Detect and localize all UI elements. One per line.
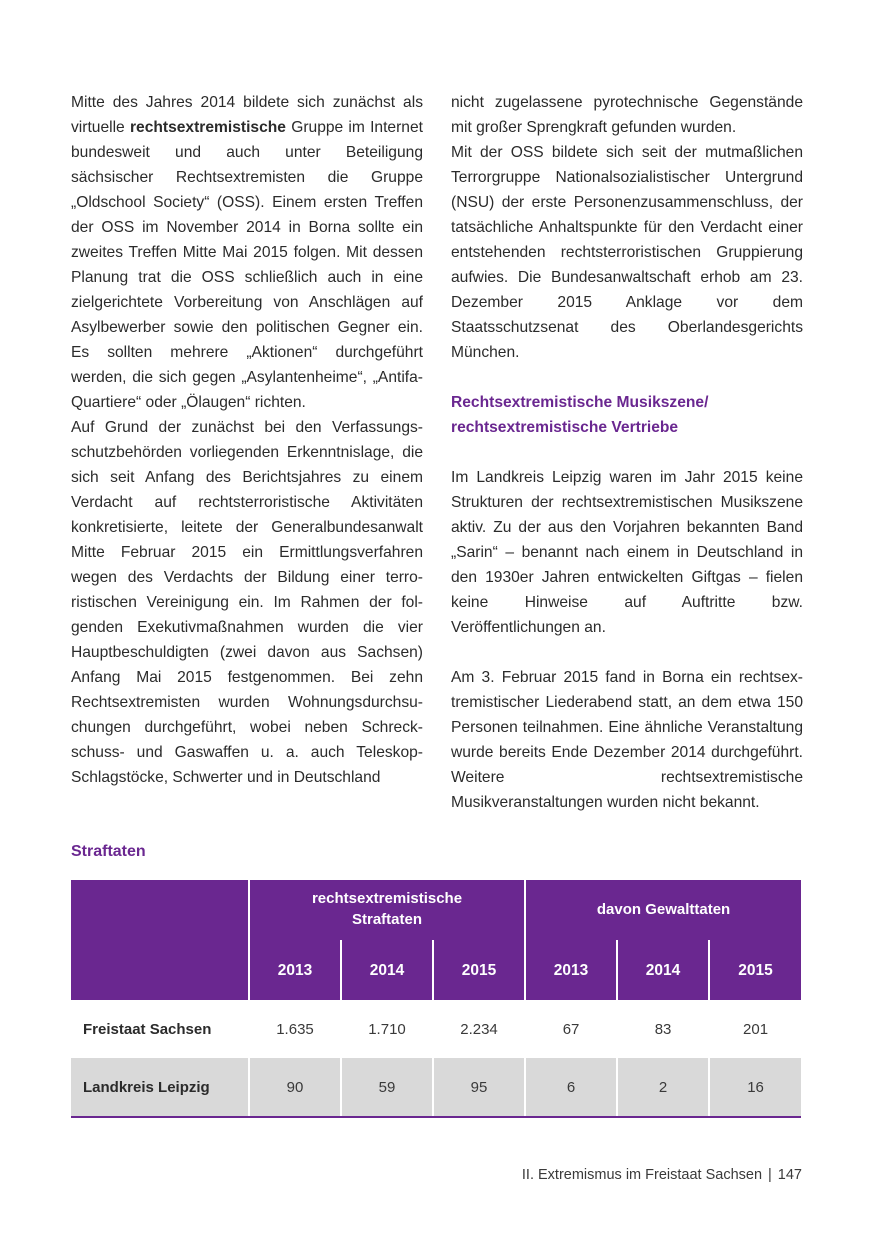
header-rechtsextremistische-straftaten [249,880,525,939]
paragraph-text: Mitte des Jahres 2014 bildete sich zunächst als virtuelle [71,94,423,136]
heading-line: rechtsextremistische Vertriebe [451,419,679,436]
year-header: 2015 [709,939,801,1000]
year-header: 2015 [433,939,525,1000]
heading-line: Rechtsextremistische Musikszene/ [451,394,709,411]
year-header: 2014 [617,939,709,1000]
year-header: 2013 [525,939,617,1000]
table-cell: 59 [341,1058,433,1117]
row-label: Landkreis Leipzig [71,1058,249,1117]
table-row [71,1000,801,1058]
row-label: Freistaat Sachsen [71,1000,249,1058]
bold-term: rechtsextremistische [129,119,286,136]
table-cell: 6 [525,1058,617,1117]
paragraph-investigation: Auf Grund der zunächst bei den Verfassungsschutzbehörden vorliegenden Erkenntnislage, die sich seit Anfang des Berichtsjahres zu einem Verdacht auf rechtsterroristische Aktivitäten konkretisierte, leitete der Generalbundesanwalt Mitte Februar 2015 ein Ermittlungsverfahren wegen des Verdachts der Bildung einer terroristischen Vereinigung ein. Im Rahmen der folgenden Exekutivmaßnahmen wurden die vier Hauptbeschuldigten (zwei davon aus Sachsen) Anfang Mai 2015 festgenommen. Bei zehn Rechtsextremisten wurden Wohnungsdurchsuchungen durchgeführt, wobei neben Schreckschuss- und Gaswaffen u. a. auch Teleskop-Schlagstöcke, Schwerter und in Deutschland [71,419,423,786]
table-cell: 95 [433,1058,525,1117]
header-gewalttaten: davon Gewalttaten [525,880,801,939]
left-column [71,90,423,790]
header-line: rechtsextremistische [311,890,463,907]
year-header: 2013 [249,939,341,1000]
header-line: Straftaten [352,911,423,928]
paragraph-music-scene: Im Landkreis Leipzig waren im Jahr 2015 keine Strukturen der rechtsextremistischen Musikszene aktiv. Zu der aus den Vorjahren bekannten Band „Sarin“ – benannt nach einem in Deutschland in den 1930er Jahren entwickelten Giftgas – fielen keine Hinweise auf Auftritte bzw. Veröffentlichungen an. [451,469,803,636]
year-header: 2014 [341,939,433,1000]
paragraph-oss-intro [71,90,423,415]
table-cell: 67 [525,1000,617,1058]
page-number: 147 [777,1167,802,1183]
table-header-row [71,880,801,939]
table-cell: 16 [709,1058,801,1117]
table-cell: 83 [617,1000,709,1058]
chapter-title: II. Extremismus im Freistaat Sachsen [521,1167,763,1183]
right-column [451,90,803,815]
table-cell: 1.635 [249,1000,341,1058]
paragraph-continuation: nicht zugelassene pyrotechnische Gegenstände mit großer Sprengkraft gefunden wurden. [451,94,803,136]
table-cell: 2 [617,1058,709,1117]
table-cell: 1.710 [341,1000,433,1058]
table-cell: 201 [709,1000,801,1058]
paragraph-oss-nsu: Mit der OSS bildete sich seit der mutmaßlichen Terrorgruppe Nationalsozialistischer Untergrund (NSU) der erste Personenzusammenschluss, der tatsächliche Anhaltspunkte für den Verdacht einer entstehenden rechtsterroristischen Gruppierung aufwies. Die Bundesanwaltschaft erhob am 23. Dezember 2015 Anklage vor dem Staatsschutzsenat des Oberlandesgerichts München. [451,144,803,361]
paragraph-concert: Am 3. Februar 2015 fand in Borna ein rechtsextremistischer Liederabend statt, an dem etwa 150 Personen teilnahmen. Eine ähnliche Veranstaltung wurde bereits Ende Dezember 2014 durchgeführt. Weitere rechtsextremistische Musikveranstaltungen wurden nicht bekannt. [451,669,803,811]
straftaten-table [71,880,801,1118]
paragraph-text: Gruppe im Internet bundesweit und auch unter Beteiligung sächsischer Rechtsextremisten die Gruppe „Oldschool Society“ (OSS). Einem ersten Treffen der OSS im November 2014 in Borna sollte ein zweites Treffen Mitte Mai 2015 folgen. Mit dessen Planung trat die OSS schließlich auch in eine zielgerichtete Vorbereitung von Anschlägen auf Asylbewerber sowie den politischen Gegner ein. Es sollten mehrere „Aktionen“ durchgeführt werden, die sich gegen „Asylantenheime“, „Antifa-Quartiere“ oder „Ölaugen“ richten. [71,119,423,411]
straftaten-title: Straftaten [71,843,146,860]
table-row [71,1058,801,1117]
table-cell: 90 [249,1058,341,1117]
footer-separator: | [768,1167,772,1183]
page-footer [522,1165,802,1185]
music-scene-heading [451,390,803,440]
table-cell: 2.234 [433,1000,525,1058]
table-corner-cell [71,880,249,1000]
